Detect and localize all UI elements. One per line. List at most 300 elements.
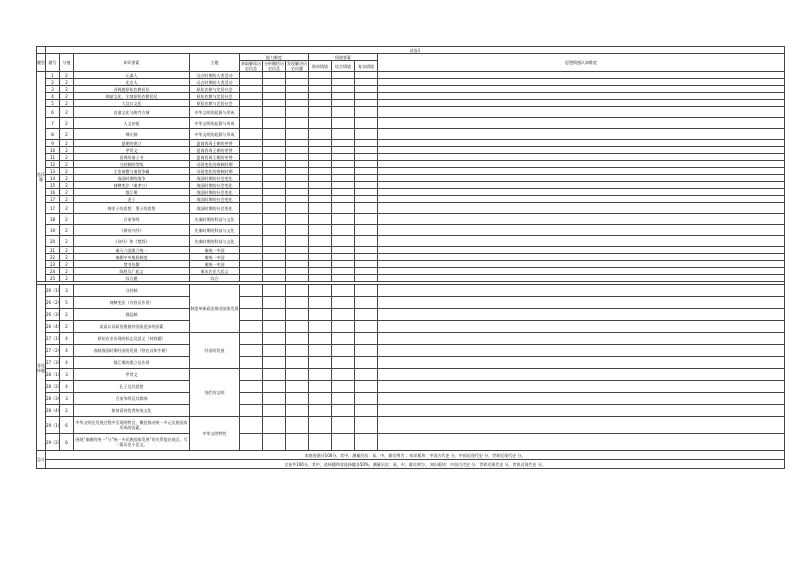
question-score: 2 xyxy=(60,154,74,161)
rating-cell xyxy=(355,86,378,93)
rating-cell xyxy=(286,107,309,118)
question-number: 29（1） xyxy=(46,417,60,434)
rating-cell xyxy=(309,79,332,86)
thinking-cell xyxy=(378,214,785,225)
rating-cell xyxy=(332,345,355,357)
question-score: 2 xyxy=(60,86,74,93)
question-score: 2 xyxy=(60,72,74,79)
question-number: 11 xyxy=(46,154,60,161)
knowledge-element: 禅让制 xyxy=(74,129,190,140)
rating-cell xyxy=(240,275,263,282)
rating-cell xyxy=(240,225,263,236)
thinking-cell xyxy=(378,393,785,405)
rating-cell xyxy=(309,196,332,203)
question-score: 5 xyxy=(60,297,74,309)
topic-cell: 原始农耕与定居社会 xyxy=(190,86,240,93)
rating-cell xyxy=(286,393,309,405)
header-context-group: 情境要素 xyxy=(309,54,378,61)
rating-cell xyxy=(309,254,332,261)
nonchoice-row xyxy=(37,357,785,369)
rating-cell xyxy=(263,297,286,309)
rating-cell xyxy=(286,405,309,417)
rating-cell xyxy=(309,357,332,369)
rating-cell xyxy=(263,196,286,203)
rating-cell xyxy=(332,129,355,140)
thinking-cell xyxy=(378,254,785,261)
rating-cell xyxy=(240,297,263,309)
rating-cell xyxy=(286,214,309,225)
rating-cell xyxy=(355,333,378,345)
rating-cell xyxy=(332,86,355,93)
rating-cell xyxy=(263,268,286,275)
rating-cell xyxy=(263,369,286,381)
choice-row xyxy=(37,93,785,100)
rating-cell xyxy=(332,79,355,86)
question-score: 2 xyxy=(60,100,74,107)
thinking-cell xyxy=(378,140,785,147)
question-score: 2 xyxy=(60,405,74,417)
header-thinking: 思想情感认知维度 xyxy=(378,54,785,72)
rating-cell xyxy=(263,214,286,225)
rating-cell xyxy=(355,275,378,282)
rating-cell xyxy=(240,107,263,118)
thinking-cell xyxy=(378,161,785,168)
thinking-cell xyxy=(378,261,785,268)
nonchoice-row xyxy=(37,345,785,357)
rating-cell xyxy=(286,297,309,309)
rating-cell xyxy=(332,261,355,268)
rating-cell xyxy=(309,182,332,189)
topic-cell: 综合 xyxy=(190,275,240,282)
knowledge-element: 大汶口文化 xyxy=(74,100,190,107)
rating-cell xyxy=(286,381,309,393)
rating-cell xyxy=(240,357,263,369)
knowledge-element: 西周的诸子书 xyxy=(74,154,190,161)
thinking-cell xyxy=(378,118,785,129)
question-number: 26（4） xyxy=(46,321,60,333)
choice-row xyxy=(37,147,785,154)
rating-cell xyxy=(332,405,355,417)
rating-cell xyxy=(240,93,263,100)
rating-cell xyxy=(332,147,355,154)
rating-cell xyxy=(240,196,263,203)
rating-cell xyxy=(240,247,263,254)
rating-cell xyxy=(355,100,378,107)
rating-cell xyxy=(355,405,378,417)
rating-cell xyxy=(309,333,332,345)
rating-cell xyxy=(263,72,286,79)
rating-cell xyxy=(355,261,378,268)
choice-row xyxy=(37,247,785,254)
rating-cell xyxy=(332,175,355,182)
question-number: 2 xyxy=(46,79,60,86)
knowledge-element: 商鞅变法（内容及作用） xyxy=(74,297,190,309)
rating-cell xyxy=(332,381,355,393)
header-number: 题号 xyxy=(46,54,60,72)
thinking-cell xyxy=(378,100,785,107)
rating-cell xyxy=(240,345,263,357)
rating-cell xyxy=(309,225,332,236)
knowledge-element: 分封制的等级 xyxy=(74,161,190,168)
rating-cell xyxy=(309,393,332,405)
rating-cell xyxy=(263,434,286,451)
knowledge-element: 原始农业出现的标志及意义（材料题） xyxy=(74,333,190,345)
rating-cell xyxy=(332,161,355,168)
rating-cell xyxy=(286,140,309,147)
rating-cell xyxy=(286,345,309,357)
rating-cell xyxy=(286,86,309,93)
rating-cell xyxy=(332,285,355,297)
rating-cell xyxy=(240,285,263,297)
thinking-cell xyxy=(378,357,785,369)
section-choice-label: 选择题 xyxy=(37,72,46,282)
question-number: 4 xyxy=(46,93,60,100)
rating-cell xyxy=(309,93,332,100)
thinking-cell xyxy=(378,434,785,451)
rating-cell xyxy=(263,285,286,297)
question-number: 25 xyxy=(46,275,60,282)
knowledge-element: 百家争鸣 xyxy=(74,214,190,225)
thinking-cell xyxy=(378,175,785,182)
rating-cell xyxy=(332,393,355,405)
question-score: 4 xyxy=(60,345,74,357)
choice-row xyxy=(37,100,785,107)
rating-cell xyxy=(309,118,332,129)
rating-cell xyxy=(355,357,378,369)
thinking-cell xyxy=(378,196,785,203)
topic-cell: 先秦时期的科技与文化 xyxy=(190,225,240,236)
knowledge-element: 郡县制 xyxy=(74,309,190,321)
choice-row xyxy=(37,236,785,247)
rating-cell xyxy=(309,381,332,393)
rating-cell xyxy=(263,100,286,107)
question-score: 2 xyxy=(60,247,74,254)
question-score: 2 xyxy=(60,161,74,168)
knowledge-element: 百家争鸣及其影响 xyxy=(74,393,190,405)
rating-cell xyxy=(240,154,263,161)
rating-cell xyxy=(240,79,263,86)
choice-row xyxy=(37,196,785,203)
question-number: 10 xyxy=(46,147,60,154)
thinking-cell xyxy=(378,268,785,275)
question-number: 21 xyxy=(46,247,60,254)
rating-cell xyxy=(355,203,378,214)
question-number: 5 xyxy=(46,100,60,107)
choice-row xyxy=(37,72,785,79)
rating-cell xyxy=(355,381,378,393)
knowledge-element: 甲骨文 xyxy=(74,147,190,154)
choice-row xyxy=(37,140,785,147)
footer-row xyxy=(37,451,785,460)
rating-cell xyxy=(332,254,355,261)
rating-cell xyxy=(286,147,309,154)
rating-cell xyxy=(286,203,309,214)
thinking-cell xyxy=(378,225,785,236)
knowledge-element: 春秋战国时期经济的发展（铁农具和牛耕） xyxy=(74,345,190,357)
rating-cell xyxy=(286,236,309,247)
rating-cell xyxy=(332,333,355,345)
question-score: 2 xyxy=(60,189,74,196)
question-score: 2 xyxy=(60,214,74,225)
rating-cell xyxy=(355,182,378,189)
rating-cell xyxy=(332,107,355,118)
thinking-cell xyxy=(378,405,785,417)
topic-cell: 远古时期的人类活动 xyxy=(190,72,240,79)
topic-cell: 战国时期的社会变化 xyxy=(190,203,240,214)
rating-cell xyxy=(332,93,355,100)
knowledge-element: 良渚文化与陶寺古城 xyxy=(74,107,190,118)
rating-cell xyxy=(263,161,286,168)
rating-cell xyxy=(332,154,355,161)
thinking-cell xyxy=(378,297,785,309)
knowledge-element: 老子 xyxy=(74,196,190,203)
question-score: 2 xyxy=(60,140,74,147)
rating-cell xyxy=(286,309,309,321)
rating-cell xyxy=(355,168,378,175)
rating-cell xyxy=(286,254,309,261)
rating-cell xyxy=(240,147,263,154)
question-number: 15 xyxy=(46,182,60,189)
thinking-cell xyxy=(378,247,785,254)
question-score: 2 xyxy=(60,129,74,140)
topic-cell: 灿烂的文明 xyxy=(190,369,240,417)
question-score: 2 xyxy=(60,182,74,189)
rating-cell xyxy=(240,86,263,93)
question-score: 4 xyxy=(60,357,74,369)
rating-cell xyxy=(263,107,286,118)
rating-cell xyxy=(309,369,332,381)
nonchoice-row xyxy=(37,369,785,381)
section-total-label: 总计 xyxy=(37,451,46,469)
rating-cell xyxy=(286,275,309,282)
rating-cell xyxy=(309,72,332,79)
question-number: 18 xyxy=(46,214,60,225)
rating-cell xyxy=(286,285,309,297)
rating-cell xyxy=(286,369,309,381)
rating-cell xyxy=(309,417,332,434)
nonchoice-row xyxy=(37,381,785,393)
corner-blank xyxy=(37,47,46,54)
choice-row xyxy=(37,129,785,140)
rating-cell xyxy=(355,72,378,79)
footer-summary: 本套卷满分100分，其中，测量层次：易、中、难比例为 ；知识板块：中国古代史 分，中国近现代史 分，世界近现代史 分。 xyxy=(46,451,785,460)
knowledge-element: 甲骨文 xyxy=(74,369,190,381)
rating-cell xyxy=(355,297,378,309)
nonchoice-row xyxy=(37,417,785,434)
rating-cell xyxy=(286,93,309,100)
question-score: 2 xyxy=(60,275,74,282)
rating-cell xyxy=(240,393,263,405)
rating-cell xyxy=(355,154,378,161)
rating-cell xyxy=(309,175,332,182)
rating-cell xyxy=(309,168,332,175)
topic-cell: 制度革新政治推动国家发展 xyxy=(190,285,240,333)
knowledge-element: 战国时期的战争 xyxy=(74,175,190,182)
rating-cell xyxy=(309,297,332,309)
rating-cell xyxy=(240,129,263,140)
header-context-2: 综合情境 xyxy=(332,61,355,72)
rating-cell xyxy=(240,405,263,417)
question-score: 4 xyxy=(60,381,74,393)
nonchoice-row xyxy=(37,309,785,321)
header-topic: 主题 xyxy=(190,54,240,72)
rating-cell xyxy=(263,309,286,321)
rating-cell xyxy=(240,161,263,168)
thinking-cell xyxy=(378,93,785,100)
thinking-cell xyxy=(378,236,785,247)
topic-cell: 秦统一中国 xyxy=(190,254,240,261)
rating-cell xyxy=(355,434,378,451)
rating-cell xyxy=(286,434,309,451)
header-knowledge: 知识要素 xyxy=(74,54,190,72)
question-score: 2 xyxy=(60,196,74,203)
topic-cell: 经济的发展 xyxy=(190,333,240,369)
question-score: 2 xyxy=(60,309,74,321)
rating-cell xyxy=(355,129,378,140)
question-number: 28（1） xyxy=(46,369,60,381)
question-number: 1 xyxy=(46,72,60,79)
question-number: 27（2） xyxy=(46,345,60,357)
rating-cell xyxy=(240,417,263,434)
rating-cell xyxy=(309,321,332,333)
thinking-cell xyxy=(378,275,785,282)
rating-cell xyxy=(309,154,332,161)
rating-cell xyxy=(355,93,378,100)
choice-row xyxy=(37,86,785,93)
choice-row xyxy=(37,154,785,161)
rating-cell xyxy=(263,333,286,345)
rating-cell xyxy=(286,417,309,434)
rating-cell xyxy=(355,214,378,225)
rating-cell xyxy=(263,261,286,268)
rating-cell xyxy=(332,72,355,79)
rating-cell xyxy=(286,357,309,369)
rating-cell xyxy=(332,321,355,333)
question-number: 27（1） xyxy=(46,333,60,345)
header-ability-1: 获取解读历史信息 xyxy=(241,61,261,71)
choice-row xyxy=(37,118,785,129)
rating-cell xyxy=(332,118,355,129)
question-score: 2 xyxy=(60,175,74,182)
header-section: 题型 xyxy=(37,54,46,72)
rating-cell xyxy=(286,100,309,107)
rating-cell xyxy=(263,357,286,369)
rating-cell xyxy=(355,247,378,254)
rating-cell xyxy=(355,147,378,154)
rating-cell xyxy=(309,214,332,225)
rating-cell xyxy=(309,203,332,214)
rating-cell xyxy=(355,140,378,147)
rating-cell xyxy=(240,203,263,214)
rating-cell xyxy=(286,225,309,236)
thinking-cell xyxy=(378,381,785,393)
rating-cell xyxy=(332,434,355,451)
topic-cell: 秦末农民大起义 xyxy=(190,268,240,275)
rating-cell xyxy=(332,168,355,175)
rating-cell xyxy=(240,118,263,129)
question-score: 2 xyxy=(60,254,74,261)
thinking-cell xyxy=(378,107,785,118)
rating-cell xyxy=(286,129,309,140)
rating-cell xyxy=(286,175,309,182)
choice-row xyxy=(37,214,785,225)
rating-cell xyxy=(332,182,355,189)
exam-analysis-table xyxy=(36,46,785,469)
rating-cell xyxy=(332,203,355,214)
knowledge-element: 北京人 xyxy=(74,79,190,86)
question-score: 4 xyxy=(60,333,74,345)
rating-cell xyxy=(286,189,309,196)
topic-cell: 中华文明的起源与形成 xyxy=(190,107,240,118)
rating-cell xyxy=(240,168,263,175)
thinking-cell xyxy=(378,333,785,345)
nonchoice-row xyxy=(37,297,785,309)
footer-row xyxy=(37,460,785,469)
rating-cell xyxy=(286,154,309,161)
rating-cell xyxy=(355,285,378,297)
choice-row xyxy=(37,175,785,182)
rating-cell xyxy=(286,196,309,203)
rating-cell xyxy=(240,321,263,333)
rating-cell xyxy=(309,275,332,282)
knowledge-element: 秦朝中央集权制度 xyxy=(74,254,190,261)
rating-cell xyxy=(332,369,355,381)
rating-cell xyxy=(309,247,332,254)
rating-cell xyxy=(286,161,309,168)
header-ability-3: 发现解决历史问题 xyxy=(287,61,307,71)
topic-cell: 秦统一中国 xyxy=(190,261,240,268)
question-score: 3 xyxy=(60,393,74,405)
rating-cell xyxy=(263,203,286,214)
knowledge-element: 如何看待优秀传统文化 xyxy=(74,405,190,417)
thinking-cell xyxy=(378,417,785,434)
nonchoice-row xyxy=(37,434,785,451)
knowledge-element: 韩非子的思想：墨子的思想 xyxy=(74,203,190,214)
knowledge-element: 元谋人 xyxy=(74,72,190,79)
question-score: 2 xyxy=(60,93,74,100)
topic-cell: 中华文明的起源与形成 xyxy=(190,129,240,140)
nonchoice-row xyxy=(37,393,785,405)
rating-cell xyxy=(309,100,332,107)
rating-cell xyxy=(263,275,286,282)
choice-row xyxy=(37,203,785,214)
header-score: 分值 xyxy=(60,54,74,72)
rating-cell xyxy=(263,236,286,247)
rating-cell xyxy=(286,321,309,333)
rating-cell xyxy=(309,434,332,451)
topic-cell: 战国时期的社会变化 xyxy=(190,175,240,182)
rating-cell xyxy=(332,247,355,254)
rating-cell xyxy=(263,189,286,196)
question-number: 14 xyxy=(46,175,60,182)
question-number: 22 xyxy=(46,254,60,261)
thinking-cell xyxy=(378,182,785,189)
choice-row xyxy=(37,254,785,261)
thinking-cell xyxy=(378,321,785,333)
rating-cell xyxy=(240,140,263,147)
sheet-title: 试卷1 xyxy=(46,47,785,54)
knowledge-element: 围绕“秦朝的统一”与“统一多民族国家发展”的关系提出观点，写一篇历史小论文。 xyxy=(74,434,190,451)
question-number: 28（2） xyxy=(46,381,60,393)
rating-cell xyxy=(263,93,286,100)
rating-cell xyxy=(355,393,378,405)
question-score: 3 xyxy=(60,285,74,297)
rating-cell xyxy=(240,369,263,381)
rating-cell xyxy=(263,254,286,261)
rating-cell xyxy=(263,345,286,357)
rating-cell xyxy=(309,261,332,268)
rating-cell xyxy=(332,225,355,236)
